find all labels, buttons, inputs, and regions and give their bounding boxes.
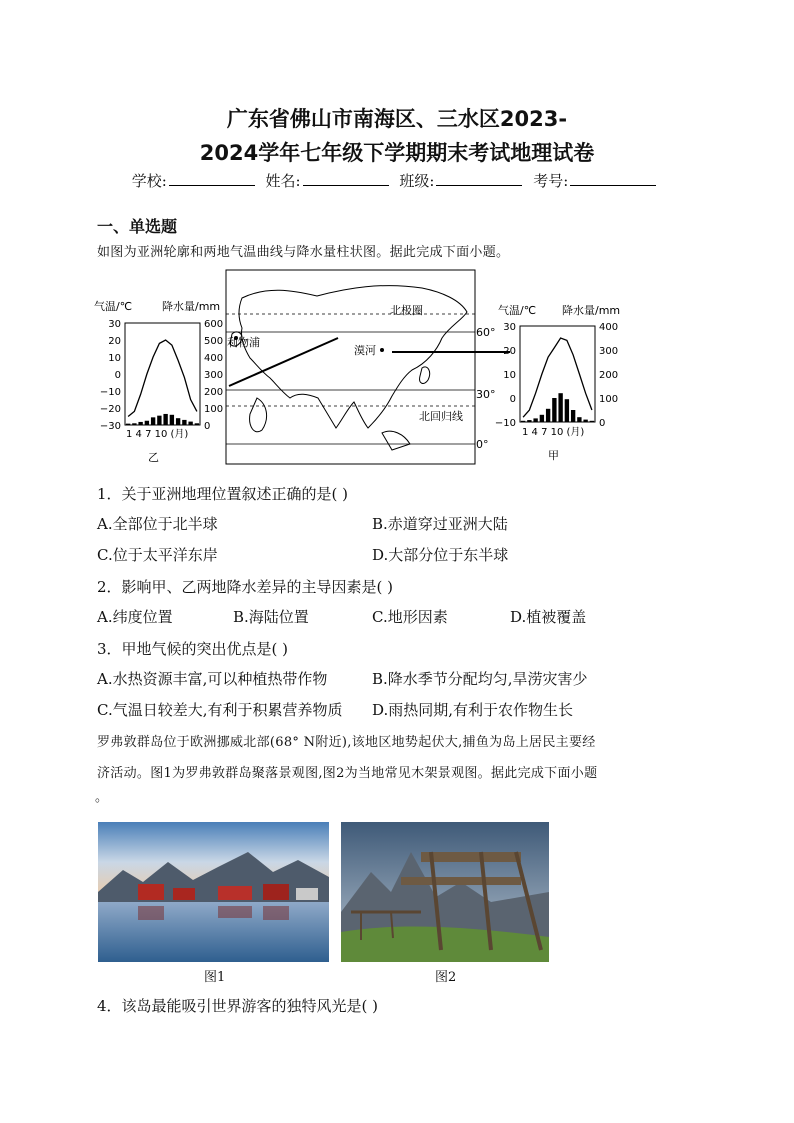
right-precip-tick: 200 <box>599 370 619 381</box>
q1-stem: 1．关于亚洲地理位置叙述正确的是( ) <box>97 485 349 503</box>
left-temp-tick: 20 <box>108 336 121 347</box>
intro-text-1: 如图为亚洲轮廓和两地气温曲线与降水量柱状图。据此完成下面小题。 <box>97 245 510 260</box>
right-precip-ticks <box>599 322 618 429</box>
right-precip-bar <box>540 415 544 422</box>
mohe-point <box>380 348 384 352</box>
left-precip-tick: 200 <box>204 387 224 398</box>
right-temp-tick: 0 <box>509 394 516 405</box>
left-temp-tick: −20 <box>99 404 121 415</box>
left-precip-bar <box>195 423 199 425</box>
left-precip-bar <box>138 422 142 425</box>
left-precip-bar <box>126 424 130 425</box>
left-chart-frame <box>125 323 200 425</box>
right-chart-label: 甲 <box>548 449 559 462</box>
map-frame <box>226 270 475 464</box>
left-precip-tick: 500 <box>204 336 224 347</box>
name-label: 姓名: <box>265 172 301 190</box>
q3-option-c[interactable]: C.气温日较差大,有利于积累营养物质 <box>97 701 343 719</box>
left-precip-bar <box>163 414 167 425</box>
right-climate-chart <box>495 303 620 462</box>
tropic-label: 北回归线 <box>419 410 463 423</box>
arctic-circle-label: 北极圈 <box>390 304 423 317</box>
left-temp-tick: −30 <box>99 421 121 432</box>
left-precip-bar <box>132 423 136 425</box>
q1-option-a[interactable]: A.全部位于北半球 <box>97 515 218 533</box>
mohe-label: 漠河 <box>354 344 376 357</box>
left-precip-tick: 100 <box>204 404 224 415</box>
right-month-ticks: 1 4 7 10 (月) <box>522 427 585 438</box>
figure-caption-1: 图1 <box>204 970 226 985</box>
left-climate-chart <box>94 299 223 464</box>
q2-option-c[interactable]: C.地形因素 <box>372 608 448 626</box>
q1-option-b[interactable]: B.赤道穿过亚洲大陆 <box>372 515 508 533</box>
left-precip-ticks <box>204 319 223 432</box>
class-label: 班级: <box>399 172 435 190</box>
left-temp-tick: 10 <box>108 353 121 364</box>
section-heading: 一、单选题 <box>97 217 178 236</box>
q3-option-b[interactable]: B.降水季节分配均匀,旱涝灾害少 <box>372 670 588 688</box>
left-precip-tick: 600 <box>204 319 224 330</box>
q3-stem: 3．甲地气候的突出优点是( ) <box>97 640 289 658</box>
school-label: 学校: <box>131 172 167 190</box>
left-precip-bar <box>145 421 149 425</box>
right-precip-tick: 100 <box>599 394 619 405</box>
name-blank[interactable] <box>303 171 389 186</box>
right-precip-axis-label: 降水量/mm <box>562 304 621 317</box>
right-precip-bar <box>558 393 562 422</box>
right-precip-bar <box>583 420 587 422</box>
right-precip-bar <box>590 421 594 422</box>
asia-climate-figure <box>92 268 642 468</box>
right-temp-curve <box>523 338 592 417</box>
right-temp-tick: 30 <box>503 322 516 333</box>
left-precip-bar <box>182 420 186 425</box>
left-temp-tick: 0 <box>114 370 121 381</box>
intro-text-2-line1: 罗弗敦群岛位于欧洲挪威北部(68° N附近),该地区地势起伏大,捕鱼为岛上居民主要经 <box>97 735 596 750</box>
city-label: 利物浦 <box>227 336 260 349</box>
left-precip-tick: 0 <box>204 421 211 432</box>
left-temp-axis-label: 气温/℃ <box>94 300 133 313</box>
intro-text-2-line3: 。 <box>95 790 109 805</box>
left-precip-bar <box>176 418 180 425</box>
right-precip-bar <box>565 399 569 422</box>
photo-village <box>98 822 329 962</box>
right-precip-tick: 400 <box>599 322 619 333</box>
q4-stem: 4．该岛最能吸引世界游客的独特风光是( ) <box>97 997 379 1015</box>
right-temp-axis-label: 气温/℃ <box>498 304 537 317</box>
right-precip-bar <box>521 421 525 422</box>
left-precip-bar <box>151 417 155 425</box>
right-precip-bar <box>546 409 550 422</box>
right-temp-tick: −10 <box>494 418 516 429</box>
class-blank[interactable] <box>436 171 522 186</box>
q2-stem: 2．影响甲、乙两地降水差异的主导因素是( ) <box>97 578 394 596</box>
exam-title-line1: 广东省佛山市南海区、三水区2023- <box>226 107 568 131</box>
q2-option-d[interactable]: D.植被覆盖 <box>510 608 587 626</box>
left-precip-tick: 400 <box>204 353 224 364</box>
left-temp-tick: −10 <box>99 387 121 398</box>
left-precip-tick: 300 <box>204 370 224 381</box>
intro-text-2-line2: 济活动。图1为罗弗敦群岛聚落景观图,图2为当地常见木架景观图。据此完成下面小题 <box>97 766 598 781</box>
right-temp-tick: 20 <box>503 346 516 357</box>
left-precip-bars <box>126 414 199 425</box>
left-chart-label: 乙 <box>148 451 159 464</box>
q2-option-b[interactable]: B.海陆位置 <box>233 608 309 626</box>
number-blank[interactable] <box>570 171 656 186</box>
right-precip-tick: 300 <box>599 346 619 357</box>
right-precip-bar <box>577 417 581 422</box>
q1-option-c[interactable]: C.位于太平洋东岸 <box>97 546 218 564</box>
left-temp-curve <box>128 340 197 417</box>
figure-caption-2: 图2 <box>435 970 457 985</box>
left-precip-bar <box>170 415 174 425</box>
right-precip-bar <box>571 410 575 422</box>
left-temp-ticks <box>100 319 121 432</box>
left-precip-bar <box>188 422 192 425</box>
right-chart-frame <box>520 326 595 422</box>
left-temp-tick: 30 <box>108 319 121 330</box>
right-precip-bar <box>533 418 537 422</box>
q2-option-a[interactable]: A.纬度位置 <box>97 608 173 626</box>
right-precip-tick: 0 <box>599 418 606 429</box>
q3-option-d[interactable]: D.雨热同期,有利于农作物生长 <box>372 701 574 719</box>
photo-drying-racks <box>341 822 549 962</box>
left-precip-bar <box>157 416 161 425</box>
right-precip-bars <box>521 393 594 422</box>
lat-60-label: 60° <box>476 326 496 339</box>
right-precip-bar <box>552 398 556 422</box>
right-precip-bar <box>527 420 531 422</box>
asia-map <box>226 270 510 464</box>
right-temp-ticks <box>495 322 516 429</box>
q1-option-d[interactable]: D.大部分位于东半球 <box>372 546 509 564</box>
left-month-ticks: 1 4 7 10 (月) <box>126 429 189 440</box>
lat-30-label: 30° <box>476 388 496 401</box>
school-blank[interactable] <box>169 171 255 186</box>
student-info-line <box>0 170 794 191</box>
number-label: 考号: <box>533 172 569 190</box>
lat-0-label: 0° <box>476 438 489 451</box>
right-temp-tick: 10 <box>503 370 516 381</box>
q3-option-a[interactable]: A.水热资源丰富,可以种植热带作物 <box>97 670 328 688</box>
exam-title-line2: 2024学年七年级下学期期末考试地理试卷 <box>199 141 595 165</box>
left-precip-axis-label: 降水量/mm <box>162 300 221 313</box>
